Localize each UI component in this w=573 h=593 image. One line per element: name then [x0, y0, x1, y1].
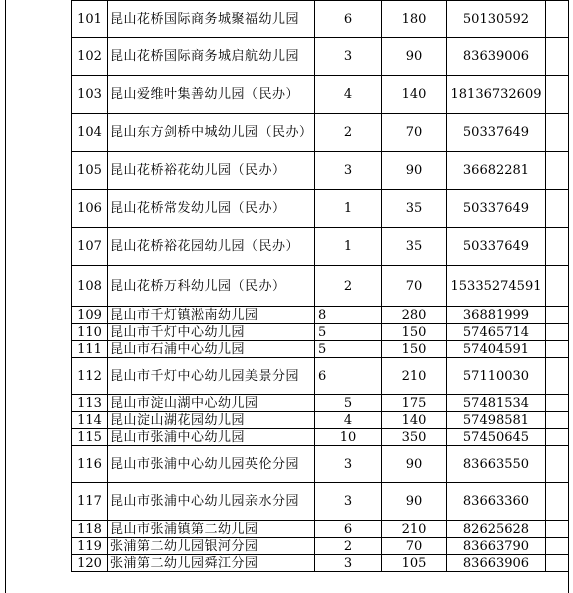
enrollment-capacity: 140: [382, 76, 447, 114]
phone-number: 36682281: [447, 152, 546, 190]
table-row: [72, 266, 569, 307]
enrollment-capacity: 140: [382, 412, 447, 429]
blank-cell: [546, 76, 569, 114]
blank-cell: [546, 429, 569, 446]
row-number: 117: [72, 483, 108, 521]
phone-number: 57110030: [447, 358, 546, 395]
class-count: 5: [315, 341, 382, 358]
phone-number: 50337649: [447, 190, 546, 228]
table-row: [72, 483, 569, 521]
blank-cell: [546, 190, 569, 228]
class-count: 3: [315, 152, 382, 190]
class-count: 2: [315, 538, 382, 555]
enrollment-capacity: 150: [382, 324, 447, 341]
blank-cell: [546, 266, 569, 307]
row-number: 110: [72, 324, 108, 341]
phone-number: 57498581: [447, 412, 546, 429]
table-row: [72, 76, 569, 114]
blank-cell: [546, 412, 569, 429]
blank-cell: [546, 228, 569, 266]
row-number: 108: [72, 266, 108, 307]
row-number: 106: [72, 190, 108, 228]
table-row: [72, 429, 569, 446]
class-count: 6: [315, 521, 382, 538]
row-number: 105: [72, 152, 108, 190]
left-page-border: [5, 0, 6, 593]
class-count: 5: [315, 395, 382, 412]
row-number: 118: [72, 521, 108, 538]
class-count: 10: [315, 429, 382, 446]
phone-number: 83663790: [447, 538, 546, 555]
class-count: 3: [315, 38, 382, 76]
table-row: [72, 38, 569, 76]
row-number: 109: [72, 307, 108, 324]
class-count: 1: [315, 228, 382, 266]
kindergarten-name: 张浦第二幼儿园舜江分园: [108, 555, 315, 572]
class-count: 6: [315, 1, 382, 38]
kindergarten-name: 昆山花桥万科幼儿园（民办）: [108, 266, 315, 307]
enrollment-capacity: 70: [382, 266, 447, 307]
blank-cell: [546, 521, 569, 538]
enrollment-capacity: 35: [382, 228, 447, 266]
table-row: [72, 152, 569, 190]
table-row: [72, 190, 569, 228]
table-row: [72, 358, 569, 395]
kindergarten-name: 昆山花桥国际商务城启航幼儿园: [108, 38, 315, 76]
enrollment-capacity: 280: [382, 307, 447, 324]
phone-number: 83663550: [447, 446, 546, 483]
enrollment-capacity: 175: [382, 395, 447, 412]
blank-cell: [546, 114, 569, 152]
kindergarten-name: 昆山市张浦中心幼儿园英伦分园: [108, 446, 315, 483]
enrollment-capacity: 210: [382, 521, 447, 538]
table-row: [72, 521, 569, 538]
blank-cell: [546, 483, 569, 521]
class-count: 6: [315, 358, 382, 395]
blank-cell: [546, 324, 569, 341]
blank-cell: [546, 395, 569, 412]
table-row: [72, 555, 569, 572]
phone-number: 50130592: [447, 1, 546, 38]
blank-cell: [546, 538, 569, 555]
enrollment-capacity: 105: [382, 555, 447, 572]
class-count: 2: [315, 266, 382, 307]
enrollment-capacity: 150: [382, 341, 447, 358]
kindergarten-name: 昆山爱维叶集善幼儿园（民办）: [108, 76, 315, 114]
row-number: 107: [72, 228, 108, 266]
blank-cell: [546, 341, 569, 358]
class-count: 5: [315, 324, 382, 341]
kindergarten-name: 昆山市淀山湖中心幼儿园: [108, 395, 315, 412]
phone-number: 57481534: [447, 395, 546, 412]
class-count: 1: [315, 190, 382, 228]
class-count: 4: [315, 412, 382, 429]
enrollment-capacity: 90: [382, 483, 447, 521]
enrollment-capacity: 90: [382, 446, 447, 483]
phone-number: 83639006: [447, 38, 546, 76]
enrollment-capacity: 210: [382, 358, 447, 395]
table-row: [72, 307, 569, 324]
row-number: 116: [72, 446, 108, 483]
kindergarten-name: 昆山市张浦镇第二幼儿园: [108, 521, 315, 538]
blank-cell: [546, 1, 569, 38]
row-number: 111: [72, 341, 108, 358]
blank-cell: [546, 38, 569, 76]
class-count: 4: [315, 76, 382, 114]
kindergarten-name: 昆山市千灯中心幼儿园美景分园: [108, 358, 315, 395]
kindergarten-name: 昆山淀山湖花园幼儿园: [108, 412, 315, 429]
row-number: 104: [72, 114, 108, 152]
phone-number: 82625628: [447, 521, 546, 538]
phone-number: 83663360: [447, 483, 546, 521]
enrollment-capacity: 70: [382, 538, 447, 555]
blank-cell: [546, 152, 569, 190]
enrollment-capacity: 180: [382, 1, 447, 38]
enrollment-capacity: 35: [382, 190, 447, 228]
table-row: [72, 1, 569, 38]
table-body: [72, 1, 569, 572]
table-row: [72, 324, 569, 341]
kindergarten-name: 昆山花桥常发幼儿园（民办）: [108, 190, 315, 228]
phone-number: 57404591: [447, 341, 546, 358]
kindergarten-name: 昆山花桥裕花幼儿园（民办）: [108, 152, 315, 190]
kindergarten-name: 昆山市张浦中心幼儿园: [108, 429, 315, 446]
phone-number: 50337649: [447, 114, 546, 152]
table-row: [72, 412, 569, 429]
enrollment-capacity: 90: [382, 152, 447, 190]
kindergarten-name: 昆山花桥国际商务城聚福幼儿园: [108, 1, 315, 38]
blank-cell: [546, 307, 569, 324]
enrollment-capacity: 350: [382, 429, 447, 446]
row-number: 101: [72, 1, 108, 38]
phone-number: 57450645: [447, 429, 546, 446]
table-row: [72, 341, 569, 358]
class-count: 3: [315, 446, 382, 483]
class-count: 8: [315, 307, 382, 324]
phone-number: 18136732609: [447, 76, 546, 114]
table-row: [72, 538, 569, 555]
kindergarten-name: 昆山市千灯镇淞南幼儿园: [108, 307, 315, 324]
kindergarten-name: 昆山东方剑桥中城幼儿园（民办）: [108, 114, 315, 152]
enrollment-capacity: 70: [382, 114, 447, 152]
blank-cell: [546, 358, 569, 395]
table-row: [72, 114, 569, 152]
row-number: 120: [72, 555, 108, 572]
row-number: 115: [72, 429, 108, 446]
blank-cell: [546, 446, 569, 483]
kindergarten-name: 昆山市张浦中心幼儿园亲水分园: [108, 483, 315, 521]
phone-number: 36881999: [447, 307, 546, 324]
phone-number: 83663906: [447, 555, 546, 572]
row-number: 114: [72, 412, 108, 429]
kindergarten-name: 张浦第二幼儿园银河分园: [108, 538, 315, 555]
blank-cell: [546, 555, 569, 572]
class-count: 3: [315, 483, 382, 521]
kindergarten-name: 昆山市石浦中心幼儿园: [108, 341, 315, 358]
kindergarten-name: 昆山花桥裕花园幼儿园（民办）: [108, 228, 315, 266]
row-number: 112: [72, 358, 108, 395]
class-count: 3: [315, 555, 382, 572]
table-row: [72, 446, 569, 483]
table-row: [72, 228, 569, 266]
enrollment-capacity: 90: [382, 38, 447, 76]
row-number: 103: [72, 76, 108, 114]
kindergarten-table: [71, 0, 569, 572]
row-number: 113: [72, 395, 108, 412]
class-count: 2: [315, 114, 382, 152]
table-row: [72, 395, 569, 412]
row-number: 119: [72, 538, 108, 555]
phone-number: 50337649: [447, 228, 546, 266]
phone-number: 15335274591: [447, 266, 546, 307]
phone-number: 57465714: [447, 324, 546, 341]
kindergarten-name: 昆山市千灯中心幼儿园: [108, 324, 315, 341]
row-number: 102: [72, 38, 108, 76]
